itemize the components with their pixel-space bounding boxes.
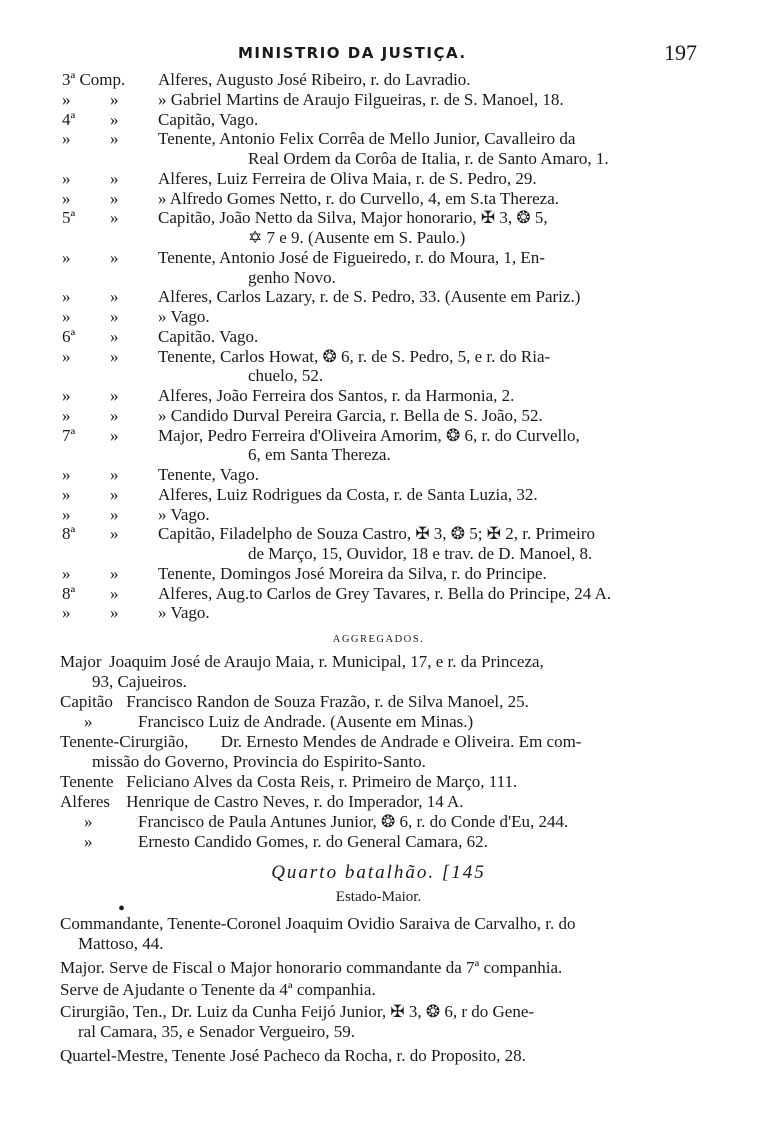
roster-row — [0, 524, 757, 546]
roster-row — [0, 189, 757, 211]
rank-label: » — [84, 712, 93, 731]
company-label: » — [62, 129, 71, 149]
company-ditto: » — [110, 504, 119, 524]
company-ditto: » — [110, 168, 119, 188]
company-ditto: » — [110, 484, 119, 504]
continuation-text: missão do Governo, Provincia do Espirito-Santo. — [92, 752, 426, 771]
aggregado-text: Joaquim José de Araujo Maia, r. Municipal, 17, e r. da Princeza, — [109, 652, 544, 671]
company-ditto: » — [110, 188, 119, 208]
company-label: 5ª — [62, 208, 76, 228]
company-ditto: » — [110, 346, 119, 366]
aggregado-text: Feliciano Alves da Costa Reis, r. Primeiro de Março, 111. — [126, 772, 518, 791]
officer-entry: Alferes, Carlos Lazary, r. de S. Pedro, 33. (Ausente em Pariz.) — [158, 287, 581, 307]
company-label: 3ª Comp. — [62, 70, 126, 89]
rank-label: Capitão — [60, 692, 113, 711]
company-label: » — [62, 346, 71, 366]
company-label: » — [62, 168, 71, 188]
roster-row — [0, 287, 757, 309]
company-label: » — [62, 563, 71, 583]
company-ditto: » — [110, 563, 119, 583]
roster-row — [0, 426, 757, 448]
aggregados-title: AGGREGADOS. — [332, 634, 425, 645]
officer-entry: Tenente, Domingos José Moreira da Silva, r. do Principe. — [158, 563, 547, 583]
company-label: » — [62, 484, 71, 504]
officer-entry: Capitão, João Netto da Silva, Major honorario, ✠ 3, ❂ 5, — [158, 208, 548, 228]
roster-row — [0, 564, 757, 586]
continuation-text: ✡ 7 e 9. (Ausente em S. Paulo.) — [248, 228, 466, 247]
company-label: 7ª — [62, 425, 76, 445]
company-ditto: » — [110, 129, 119, 149]
roster-row — [0, 70, 757, 92]
roster-row — [0, 505, 757, 527]
roster-row — [0, 347, 757, 369]
officer-entry: Capitão, Filadelpho de Souza Castro, ✠ 3, ❂ 5; ✠ 2, r. Primeiro — [158, 524, 595, 544]
page-number: 197 — [664, 40, 697, 65]
continuation-text: de Março, 15, Ouvidor, 18 e trav. de D. Manoel, 8. — [248, 544, 593, 563]
company-ditto: » — [110, 287, 119, 307]
continuation-text: 93, Cajueiros. — [92, 672, 187, 691]
officer-entry: » Alfredo Gomes Netto, r. do Curvello, 4, em S.ta Thereza. — [158, 188, 559, 208]
continuation-text: Mattoso, 44. — [78, 934, 164, 953]
company-ditto: » — [110, 89, 119, 109]
roster-row — [0, 208, 757, 230]
aggregado-text: Francisco Luiz de Andrade. (Ausente em Minas.) — [138, 712, 474, 731]
officer-entry: Alferes, Luiz Rodrigues da Costa, r. de Santa Luzia, 32. — [158, 484, 538, 504]
roster-row — [0, 129, 757, 151]
bullet-mark: • — [118, 898, 126, 920]
aggregado-text: Ernesto Candido Gomes, r. do General Camara, 62. — [138, 832, 488, 851]
roster-row — [0, 248, 757, 270]
company-label: » — [62, 307, 71, 326]
company-ditto: » — [110, 386, 119, 405]
continuation-line — [0, 445, 757, 467]
roster-row — [0, 110, 757, 132]
continuation-line — [0, 149, 757, 171]
continuation-text: genho Novo. — [248, 267, 336, 287]
staff-text: Cirurgião, Ten., Dr. Luiz da Cunha Feijó Junior, ✠ 3, ❂ 6, r do Gene- — [60, 1002, 535, 1021]
company-ditto: » — [110, 405, 119, 425]
roster-row — [0, 90, 757, 112]
roster-row — [0, 307, 757, 329]
company-label: 6ª — [62, 326, 76, 346]
roster-row — [0, 406, 757, 428]
officer-entry: Tenente, Carlos Howat, ❂ 6, r. de S. Pedro, 5, e r. do Ria- — [158, 346, 551, 366]
roster-row — [0, 465, 757, 487]
rank-label: Tenente — [60, 772, 114, 791]
company-label: » — [62, 386, 71, 405]
officer-entry: Alferes, Luiz Ferreira de Oliva Maia, r. de S. Pedro, 29. — [158, 168, 537, 188]
aggregado-text: Francisco de Paula Antunes Junior, ❂ 6, r. do Conde d'Eu, 244. — [138, 812, 569, 831]
roster-row — [0, 603, 757, 625]
company-label: » — [62, 465, 71, 484]
officer-entry: » Vago. — [158, 504, 210, 524]
company-ditto: » — [110, 326, 119, 346]
continuation-line — [0, 228, 757, 250]
aggregado-text: Dr. Ernesto Mendes de Andrade e Oliveira. Em com- — [220, 732, 582, 751]
continuation-text: ral Camara, 35, e Senador Vergueiro, 59. — [78, 1022, 355, 1041]
officer-entry: Tenente, Antonio José de Figueiredo, r. do Moura, 1, En- — [158, 247, 545, 267]
company-ditto: » — [110, 524, 119, 544]
roster-row — [0, 584, 757, 606]
officer-entry: Capitão, Vago. — [158, 109, 259, 129]
company-ditto: » — [110, 109, 119, 129]
roster-row — [0, 386, 757, 408]
staff-text: Quartel-Mestre, Tenente José Pacheco da Rocha, r. do Proposito, 28. — [60, 1046, 526, 1065]
rank-label: Major — [60, 652, 102, 671]
roster-row — [0, 327, 757, 349]
officer-entry: Alferes, Augusto José Ribeiro, r. do Lavradio. — [158, 70, 471, 89]
company-label: » — [62, 603, 71, 623]
officer-entry: » Candido Durval Pereira Garcia, r. Bella de S. João, 52. — [158, 405, 543, 425]
company-label: » — [62, 247, 71, 267]
company-ditto: » — [110, 465, 119, 484]
company-label: » — [62, 504, 71, 524]
officer-entry: » Vago. — [158, 603, 210, 623]
page-header — [0, 40, 757, 70]
officer-entry: Tenente, Antonio Felix Corrêa de Mello Junior, Cavalleiro da — [158, 129, 576, 149]
officer-entry: Major, Pedro Ferreira d'Oliveira Amorim, ❂ 6, r. do Curvello, — [158, 425, 580, 445]
rank-label: » — [84, 812, 93, 831]
battalion-subtitle: Estado-Maior. — [335, 889, 422, 905]
continuation-text: Real Ordem da Corôa de Italia, r. de Santo Amaro, 1. — [248, 149, 609, 168]
aggregado-text: Henrique de Castro Neves, r. do Imperador, 14 A. — [126, 792, 464, 811]
staff-text: Major. Serve de Fiscal o Major honorario commandante da 7ª companhia. — [60, 958, 563, 977]
rank-label: Alferes — [60, 792, 111, 811]
officer-entry: Tenente, Vago. — [158, 465, 259, 484]
staff-text: Commandante, Tenente-Coronel Joaquim Ovidio Saraiva de Carvalho, r. do — [60, 914, 576, 933]
battalion-title: Quarto batalhão. [145 — [271, 862, 486, 883]
continuation-line — [0, 544, 757, 566]
company-label: 8ª — [62, 583, 76, 603]
continuation-text: 6, em Santa Thereza. — [248, 445, 391, 465]
company-label: 4ª — [62, 109, 76, 129]
company-ditto: » — [110, 425, 119, 445]
company-label: » — [62, 188, 71, 208]
company-ditto: » — [110, 247, 119, 267]
company-label: » — [62, 405, 71, 425]
continuation-text: chuelo, 52. — [248, 366, 324, 386]
company-label: » — [62, 287, 71, 307]
roster-row — [0, 169, 757, 191]
staff-text: Serve de Ajudante o Tenente da 4ª companhia. — [60, 980, 376, 999]
company-ditto: » — [110, 603, 119, 623]
rank-label: » — [84, 832, 93, 851]
company-ditto: » — [110, 583, 119, 603]
roster-row — [0, 485, 757, 507]
company-ditto: » — [110, 208, 119, 228]
rank-label: Tenente-Cirurgião, — [60, 732, 189, 751]
officer-entry: » Vago. — [158, 307, 210, 326]
running-head: MINISTRIO DA JUSTIÇA. — [238, 44, 467, 62]
company-label: 8ª — [62, 524, 76, 544]
continuation-line — [0, 268, 757, 290]
officer-entry: Alferes, João Ferreira dos Santos, r. da Harmonia, 2. — [158, 386, 515, 405]
officer-entry: » Gabriel Martins de Araujo Filgueiras, r. de S. Manoel, 18. — [158, 89, 564, 109]
continuation-line — [0, 366, 757, 388]
company-label: » — [62, 89, 71, 109]
aggregado-text: Francisco Randon de Souza Frazão, r. de Silva Manoel, 25. — [126, 692, 529, 711]
company-ditto: » — [110, 307, 119, 326]
officer-entry: Capitão. Vago. — [158, 326, 259, 346]
officer-entry: Alferes, Aug.to Carlos de Grey Tavares, r. Bella do Principe, 24 A. — [158, 583, 612, 603]
